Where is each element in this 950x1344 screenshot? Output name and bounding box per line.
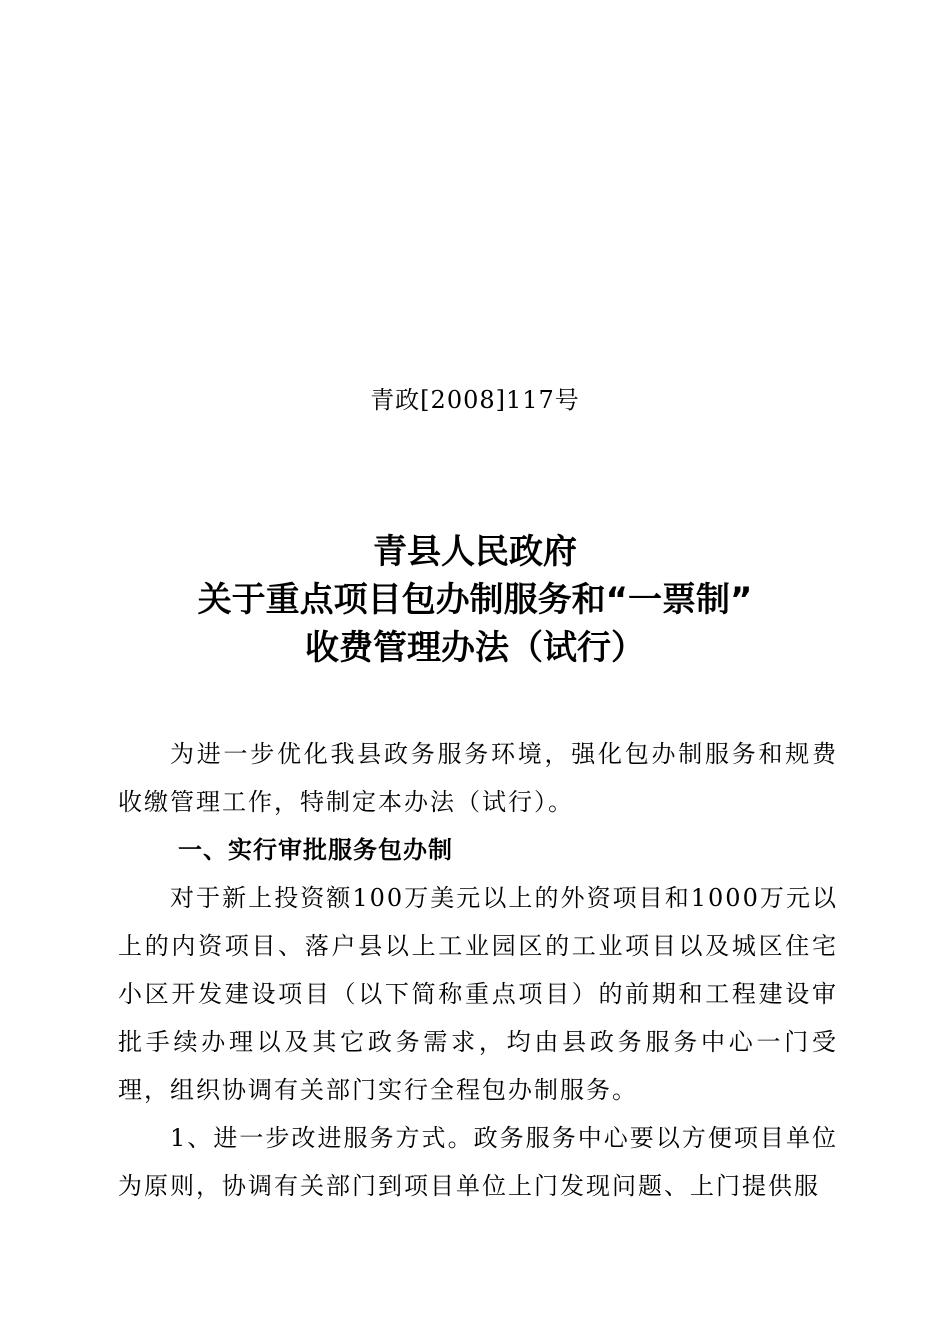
section-1-paragraph: 对于新上投资额100万美元以上的外资项目和1000万元以上的内资项目、落户县以上工业园区的工业项目以及城区住宅小区开发建设项目（以下简称重点项目）的前期和工程建设审批手续办理以及其它政务需求，均由县政务服务中心一门受理，组织协调有关部门实行全程包办制服务。 — [118, 884, 838, 1104]
document-number: 青政[2008]117号 — [370, 386, 580, 414]
title-line-1: 青县人民政府 — [373, 532, 577, 572]
section-heading-1: 一、实行审批服务包办制 — [178, 836, 453, 864]
title-line-3: 收费管理办法（试行） — [305, 628, 645, 668]
title-line-2: 关于重点项目包办制服务和“一票制” — [197, 580, 753, 620]
item-1-paragraph: 1、进一步改进服务方式。政务服务中心要以方便项目单位为原则，协调有关部门到项目单位上门发现问题、上门提供服 — [118, 1124, 838, 1200]
intro-paragraph: 为进一步优化我县政务服务环境，强化包办制服务和规费收缴管理工作，特制定本办法（试行）。 — [118, 740, 838, 816]
document-title — [0, 528, 950, 672]
document-body — [118, 730, 838, 1210]
